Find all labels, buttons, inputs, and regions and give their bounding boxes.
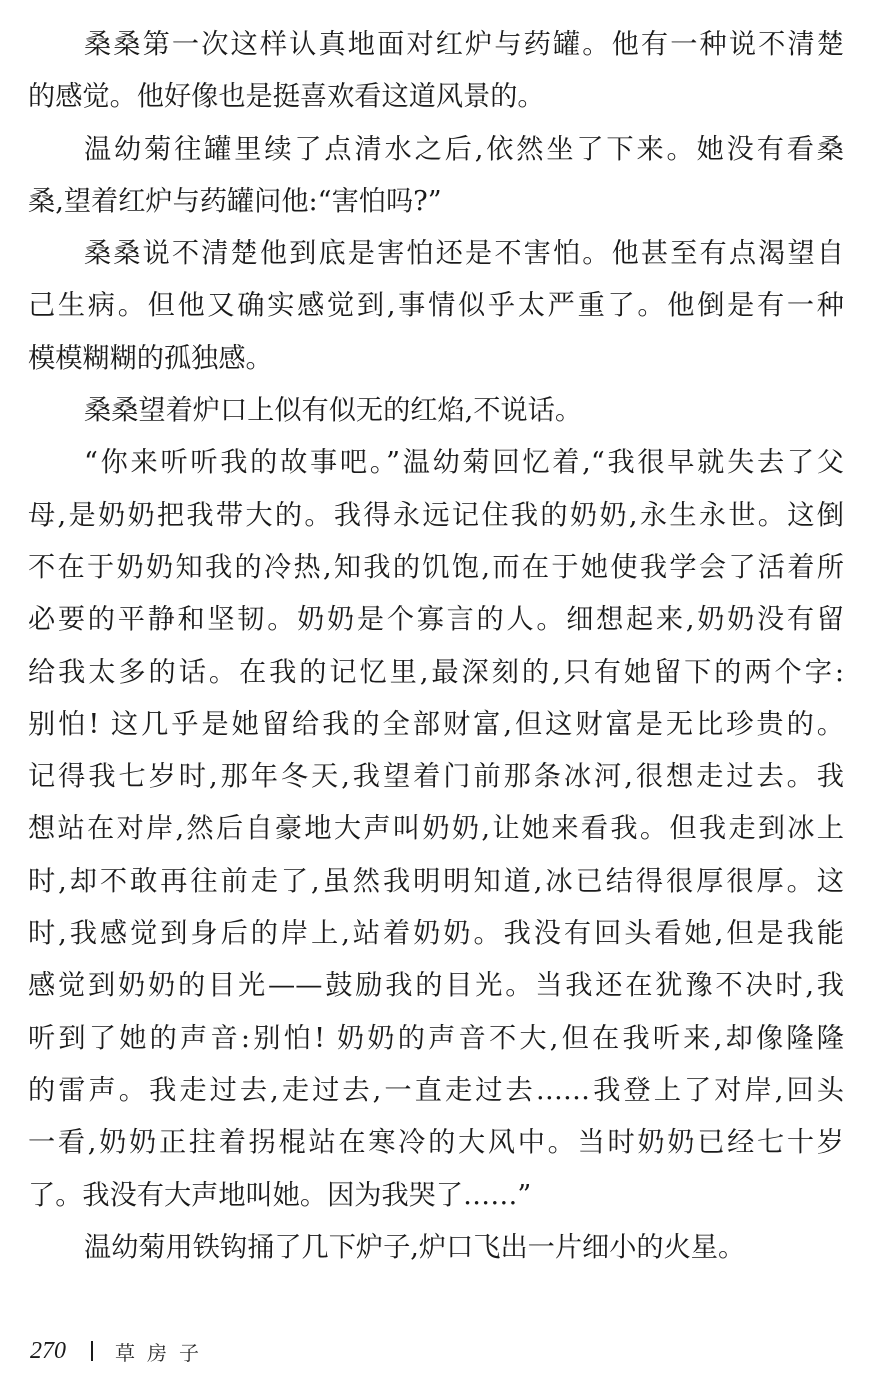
- text-line: 感觉到奶奶的目光——鼓励我的目光。当我还在犹豫不决时,我: [28, 970, 844, 1002]
- text-line: “你来听听我的故事吧。”温幼菊回忆着,“我很早就失去了父: [84, 447, 844, 479]
- paragraph-1: [28, 19, 844, 124]
- footer-divider: [91, 1341, 93, 1361]
- book-page: [28, 19, 844, 1274]
- text-line: 温幼菊往罐里续了点清水之后,依然坐了下来。她没有看桑: [84, 133, 844, 165]
- text-line: 时,却不敢再往前走了,虽然我明明知道,冰已结得很厚很厚。这: [28, 865, 844, 897]
- text-line: 的感觉。他好像也是挺喜欢看这道风景的。: [28, 81, 545, 113]
- paragraph-6: [28, 1222, 844, 1274]
- text-line: 必要的平静和坚韧。奶奶是个寡言的人。细想起来,奶奶没有留: [28, 604, 844, 636]
- text-line: 记得我七岁时,那年冬天,我望着门前那条冰河,很想走过去。我: [28, 761, 844, 793]
- text-line: 时,我感觉到身后的岸上,站着奶奶。我没有回头看她,但是我能: [28, 918, 844, 950]
- paragraph-2: [28, 124, 844, 229]
- page-number: 270: [30, 1337, 66, 1364]
- text-line: 己生病。但他又确实感觉到,事情似乎太严重了。他倒是有一种: [28, 290, 844, 322]
- page-footer: [30, 1334, 211, 1368]
- text-line: 了。我没有大声地叫她。因为我哭了……”: [28, 1179, 532, 1211]
- text-line: 桑,望着红炉与药罐问他:“害怕吗?”: [28, 185, 442, 217]
- text-line: 一看,奶奶正拄着拐棍站在寒冷的大风中。当时奶奶已经七十岁: [28, 1127, 844, 1159]
- text-line: 不在于奶奶知我的冷热,知我的饥饱,而在于她使我学会了活着所: [28, 551, 844, 583]
- text-line: 母,是奶奶把我带大的。我得永远记住我的奶奶,永生永世。这倒: [28, 499, 844, 531]
- paragraph-3: [28, 228, 844, 385]
- text-line: 想站在对岸,然后自豪地大声叫奶奶,让她来看我。但我走到冰上: [28, 813, 844, 845]
- book-title: 草房子: [115, 1340, 211, 1365]
- text-line: 温幼菊用铁钩捅了几下炉子,炉口飞出一片细小的火星。: [84, 1231, 746, 1263]
- text-line: 给我太多的话。在我的记忆里,最深刻的,只有她留下的两个字:: [28, 656, 844, 688]
- text-line: 桑桑说不清楚他到底是害怕还是不害怕。他甚至有点渴望自: [84, 238, 844, 270]
- text-line: 别怕! 这几乎是她留给我的全部财富,但这财富是无比珍贵的。: [28, 708, 844, 740]
- paragraph-4: [28, 385, 844, 437]
- text-line: 的雷声。我走过去,走过去,一直走过去……我登上了对岸,回头: [28, 1074, 844, 1106]
- paragraph-5: [28, 437, 844, 1221]
- text-line: 听到了她的声音:别怕! 奶奶的声音不大,但在我听来,却像隆隆: [28, 1022, 844, 1054]
- text-line: 桑桑望着炉口上似有似无的红焰,不说话。: [84, 395, 583, 427]
- text-line: 桑桑第一次这样认真地面对红炉与药罐。他有一种说不清楚: [84, 29, 844, 60]
- text-line: 模模糊糊的孤独感。: [28, 342, 273, 374]
